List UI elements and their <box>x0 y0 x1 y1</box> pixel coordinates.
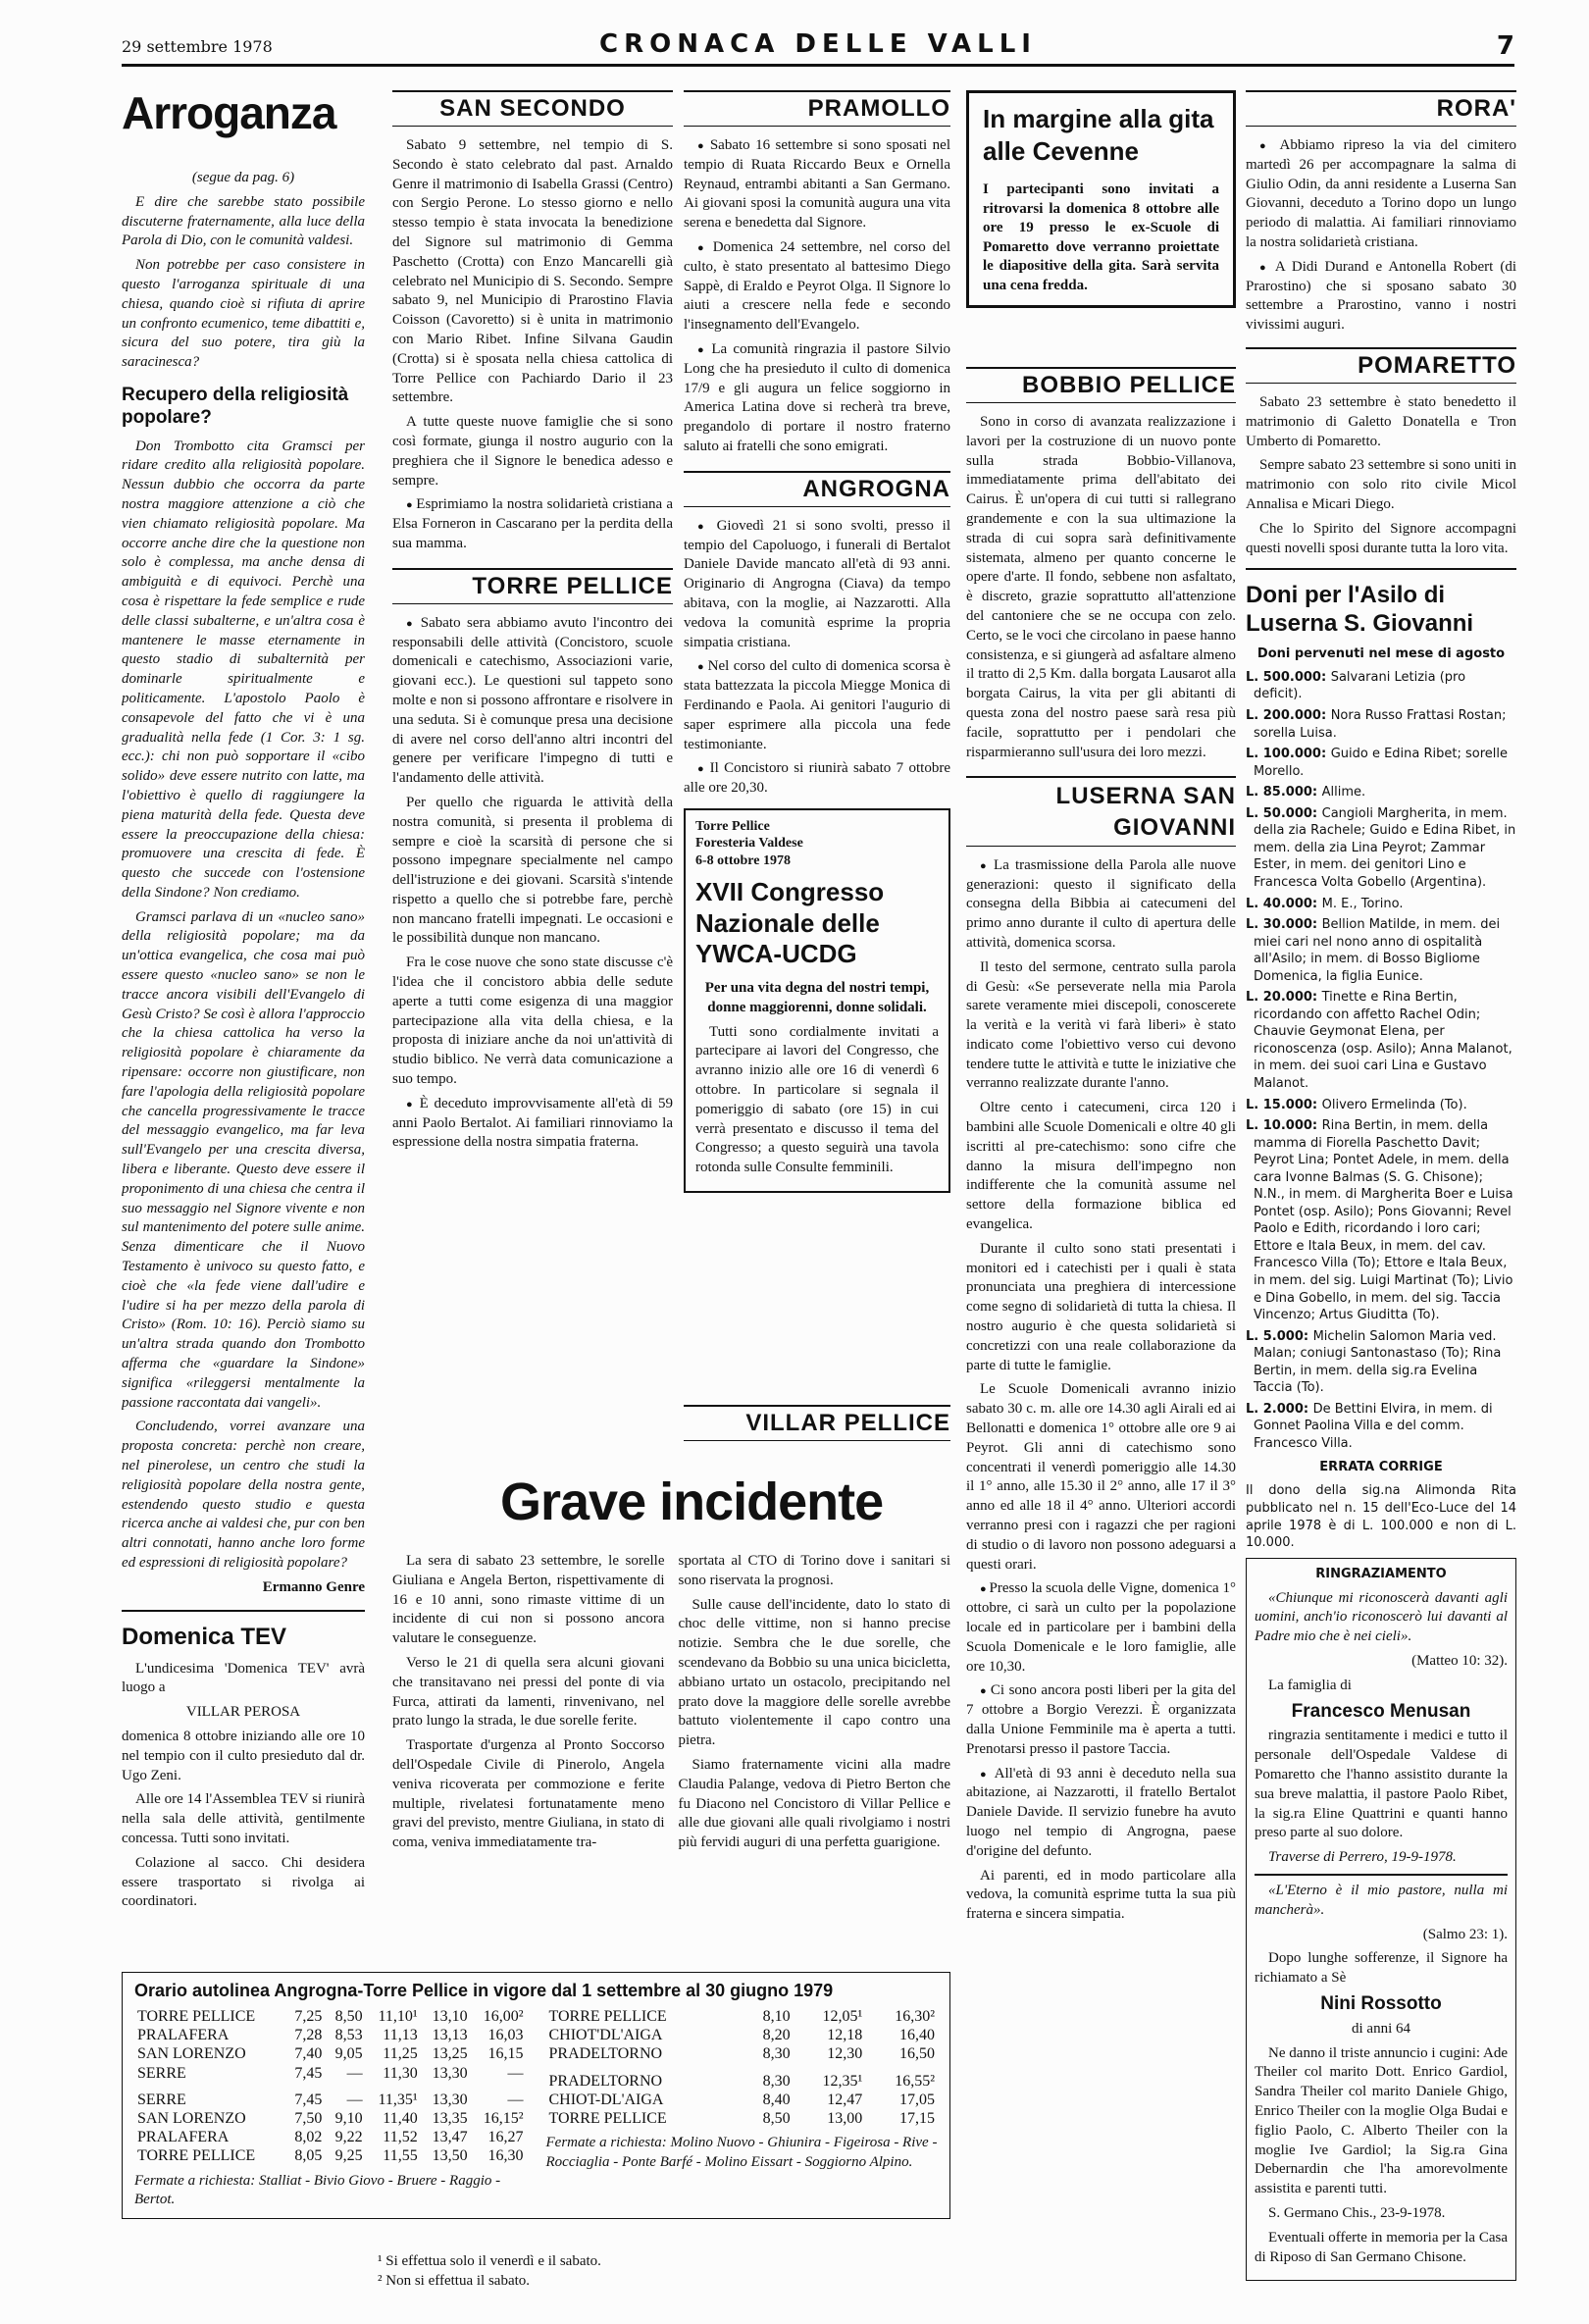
bobbio-heading: BOBBIO PELLICE <box>966 367 1236 403</box>
timetable-time: 11,35¹ <box>378 2091 418 2108</box>
bus-timetable <box>122 1972 950 2219</box>
pramollo-paragraph: ● La comunità ringrazia il pastore Silvio Long che ha presieduto il culto di domenica 17/9 e gli augura un felice soggiorno in America Latina dove si recherà tra breve, pregandolo di portare il nostro fraterno saluto ai fratelli che sono emigrati. <box>684 340 950 457</box>
timetable-row <box>134 2007 527 2026</box>
timetable-time: 9,25 <box>334 2147 363 2165</box>
ringraziamento-body: ringrazia sentitamente i medici e tutto il personale dell'Ospedale Valdese di Pomaretto che l'hanno assistito durante la sua breve malattia, il pastore Paolo Ribet, la sig.ra Eline Quattrini e quanti hanno preso parte al suo dolore. <box>1255 1728 1508 1841</box>
donation-entry <box>1246 746 1516 780</box>
donation-entry <box>1246 669 1516 703</box>
article-paragraph: Sulle cause dell'incidente, dato lo stato di choc delle vittime, non si hanno precise notizie. Sembra che le due sorelle, che scendevano da Bobbio su una unica bicicletta, abbiano urtato un ostacolo, precipitando nel prato dove la maggiore delle sorelle avrebbe battuto violentemente il capo contro una pietra. <box>678 1596 950 1749</box>
angrogna-paragraph: ● Giovedì 21 si sono svolti, presso il tempio del Capoluogo, i funerali di Bertalot Daniele Davide mancato all'età di 93 anni. Originario di Angrogna (Ciava) da tempo abitava, con la moglie, ai Nazzarotti. Alla vedova la comunità esprime la propria simpatia cristiana. <box>684 517 950 653</box>
ywca-title: XVII Congresso Nazionale delle YWCA-UCDG <box>695 877 885 968</box>
donation-donors: Nora Russo Frattasi Rostan; sorella Luisa. <box>1254 708 1507 741</box>
donation-amount: L. 40.000: <box>1246 896 1322 911</box>
timetable-row <box>546 2064 939 2072</box>
timetable-stop: PRALAFERA <box>137 2027 230 2044</box>
donation-donors: De Bettini Elvira, in mem. di Gonnet Paolina Villa e del comm. Francesco Villa. <box>1254 1401 1493 1451</box>
timetable-time: 13,13 <box>432 2027 468 2044</box>
pramollo-paragraph: ● Sabato 16 settembre si sono sposati nel tempio di Ruata Riccardo Beux e Ornella Reynaud, entrambi abitanti a San Germano. Ai giovani sposi la comunità augura una vita serena e benedetta dal Signore. <box>684 136 950 233</box>
pramollo-heading: PRAMOLLO <box>684 90 950 127</box>
donation-donors: Bellion Matilde, in mem. dei miei cari nel nono anno di ospitalità all'Asilo; in mem. di Bosso Bigliome Domenica, la figlia Eunice. <box>1254 917 1501 984</box>
pomaretto-paragraph: Sempre sabato 23 settembre si sono uniti in matrimonio con solo rito civile Micol Annalisa e Micari Diego. <box>1246 457 1516 512</box>
timetable-time: 13,47 <box>432 2129 468 2146</box>
donation-donors: Rina Bertin, in mem. della mamma di Fiorella Paschetto Davit; Peyrot Lina; Pontet Adele, in mem. della cara Ivonne Balmas (S. G. Chisone); N.N., in mem. di Margherita Boer e Luisa Pontet (osp. Asilo); Pons Giovanni; Revel Paolo e Edith, ricordando i loro cari; Ettore e Itala Beux, in mem. del cav. Francesco Villa (To); Ettore e Itala Beux, in mem. del sig. Luigi Martinat (To); Livio e Dina Gobello, in mem. del sig. Taccia Vincenzo; Artus Giuditta (To). <box>1254 1118 1513 1323</box>
ringraziamento-place: Traverse di Perrero, 19-9-1978. <box>1268 1849 1457 1866</box>
article-column <box>392 1552 665 1858</box>
timetable-time: 11,52 <box>383 2129 418 2146</box>
timetable-time: 12,30 <box>827 2045 863 2063</box>
nini-note: Eventuali offerte in memoria per la Casa di Riposo di San Germano Chisone. <box>1255 2229 1508 2265</box>
timetable-time: 16,03 <box>487 2027 524 2044</box>
ringraziamento-name: Francesco Menusan <box>1291 1700 1471 1722</box>
errata-heading: ERRATA CORRIGE <box>1319 1460 1443 1475</box>
ywca-congress-box <box>684 808 950 1193</box>
timetable-stop: TORRE PELLICE <box>548 2109 667 2127</box>
donation-amount: L. 500.000: <box>1246 669 1331 685</box>
timetable-row <box>546 2026 939 2044</box>
article-paragraph: La sera di sabato 23 settembre, le sorelle Giuliana e Angela Berton, rispettivamente di 16 e 10 anni, sono rimaste vittime di un incidente di cui non si possono ancora valutare le conseguenze. <box>392 1553 665 1647</box>
timetable-stop: PRALAFERA <box>137 2129 230 2146</box>
tev-paragraph: domenica 8 ottobre iniziando alle ore 10 nel tempio con il culto presieduto dal dr. Ugo Zeni. <box>122 1728 365 1783</box>
page-number: 7 <box>1496 31 1514 61</box>
column-4 <box>966 90 1236 2317</box>
tev-title: Domenica TEV <box>122 1623 287 1650</box>
timetable-title: Orario autolinea Angrogna-Torre Pellice in vigore dal 1 settembre al 30 giugno 1979 <box>134 1981 834 2000</box>
article-column <box>679 1552 951 1858</box>
grave-incidente-headline: Grave incidente <box>500 1472 884 1531</box>
donation-amount: L. 20.000: <box>1246 990 1322 1006</box>
timetable-time: 8,53 <box>334 2027 363 2044</box>
angrogna-paragraph: ● Il Concistoro si riunirà sabato 7 ottobre alle ore 20,30. <box>684 759 950 799</box>
timetable-time: 11,13 <box>383 2027 418 2044</box>
tev-paragraph: Colazione al sacco. Chi desidera essere trasportato si rivolga ai coordinatori. <box>122 1854 365 1910</box>
pomaretto-paragraph: Che lo Spirito del Signore accompagni questi novelli sposi durante tutta la loro vita. <box>1246 520 1516 556</box>
ringraziamento-family: La famiglia di <box>1268 1677 1352 1693</box>
arroganza-continuation: (segue da pag. 6) <box>191 170 295 185</box>
timetable-time: 8,40 <box>762 2091 791 2108</box>
luserna-paragraph: ● Presso la scuola delle Vigne, domenica 1° ottobre, ci sarà un culto per la popolazione locale ed in particolare per i bambini della Scuola Domenicale e le loro famiglie, alle ore 10,30. <box>966 1579 1236 1677</box>
grave-incidente-article <box>392 1472 950 1858</box>
footnote: ¹ Si effettua solo il venerdì e il sabato. <box>378 2253 601 2269</box>
timetable-time: 16,30 <box>487 2147 524 2165</box>
luserna-paragraph: Le Scuole Domenicali avranno inizio sabato 30 c. m. alle ore 14.30 agli Airali ed ai Bellonatti e domenica 1° ottobre alle ore 9 ai Peyrot. Gli anni di catechismo sono concentrati il venerdì pomeriggio alle 14.30 il 1° anno, alle 15.30 il 2° anno, alle 17 il 3° anno ed alle 18 il 4° anno. Ulteriori accordi verranno presi con i ragazzi che per ragioni di studio o di lavoro non possono adeguarsi a questi orari. <box>966 1381 1236 1573</box>
pramollo-paragraph: ● Domenica 24 settembre, nel corso del culto, è stato presentato al battesimo Diego Sappè, di Eraldo e Peyrot Olga. Il Signore lo aiuti a crescere nella fede e secondo l'insegnamento dell'Evangelo. <box>684 238 950 336</box>
nini-place: S. Germano Chis., 23-9-1978. <box>1268 2204 1446 2221</box>
timetable-time: 8,30 <box>762 2045 791 2063</box>
donation-amount: L. 5.000: <box>1246 1328 1313 1344</box>
timetable-time: 13,50 <box>432 2147 468 2165</box>
donation-amount: L. 50.000: <box>1246 805 1322 821</box>
arroganza-paragraph: Non potrebbe per caso consistere in questo l'arroganza spirituale di una chiesa, quando cioè si rifiuta di aprire un confronto ecumenico, teme dibattiti e, sicura del suo potere, tira giù la saracinesca? <box>122 257 365 371</box>
tev-paragraph: L'undicesima 'Domenica TEV' avrà luogo a <box>122 1660 365 1696</box>
luserna-paragraph: ● La trasmissione della Parola alle nuove generazioni: questo il significato della consegna della Bibbia ai catecumeni del primo anno durante il culto di apertura delle attività, domenica scorsa. <box>966 856 1236 954</box>
timetable-time: — <box>507 2064 524 2082</box>
ringraziamento-ref: (Matteo 10: 32). <box>1411 1653 1508 1670</box>
nini-age: di anni 64 <box>1352 2020 1410 2037</box>
arroganza-title: Arroganza <box>122 90 336 138</box>
ywca-dates: 6-8 ottobre 1978 <box>695 852 791 868</box>
timetable-time: 16,27 <box>487 2129 524 2146</box>
donation-entry <box>1246 989 1516 1092</box>
errata-text: Il dono della sig.na Alimonda Rita pubblicato nel n. 15 dell'Eco-Luce del 14 aprile 1978 è di L. 100.000 e non di L. 10.000. <box>1246 1483 1516 1551</box>
timetable-time: 11,55 <box>383 2147 418 2165</box>
timetable-time: 9,05 <box>334 2045 363 2063</box>
timetable-time: 7,45 <box>294 2064 323 2082</box>
donation-donors: M. E., Torino. <box>1321 896 1404 911</box>
torre-pellice-paragraph: Fra le cose nuove che sono state discusse c'è l'idea che il concistoro abbia delle sedute aperte a tutti come esigenza di una maggior partecipazione alla vita della chiesa, e la proposta di iniziare anche da noi un'attività di studio biblico. Ne verrà data comunicazione a suo tempo. <box>392 955 673 1088</box>
timetable-time: 16,50 <box>899 2045 935 2063</box>
donation-donors: Salvarani Letizia (pro deficit). <box>1254 669 1466 702</box>
donation-amount: L. 15.000: <box>1246 1097 1322 1112</box>
donation-entry <box>1246 784 1516 801</box>
cevenne-body: I partecipanti sono invitati a ritrovarsi la domenica 8 ottobre alle ore 19 presso le ex-Scuole di Pomaretto dove verranno proiettate le diapositive della gita. Sarà servita una cena fredda. <box>983 181 1219 293</box>
luserna-heading: LUSERNA SAN GIOVANNI <box>966 776 1236 846</box>
donation-entry <box>1246 707 1516 742</box>
nini-ref: (Salmo 23: 1). <box>1422 1926 1508 1942</box>
rora-heading: RORA' <box>1246 90 1516 127</box>
timetable-row <box>134 2044 527 2063</box>
donation-donors: Guido e Edina Ribet; sorelle Morello. <box>1254 747 1509 779</box>
timetable-time: 8,50 <box>334 2008 363 2025</box>
timetable-time: — <box>346 2091 363 2108</box>
timetable-stop: PRADELTORNO <box>548 2072 663 2090</box>
tev-paragraph: Alle ore 14 l'Assemblea TEV si riunirà nella sala delle attività, gentilmente concessa. Tutti sono invitati. <box>122 1791 365 1846</box>
san-secondo-paragraph: A tutte queste nuove famiglie che si sono così formate, giunga il nostro augurio con la preghiera che il Signore le benedica adesso e sempre. <box>392 414 673 489</box>
timetable-time: 7,50 <box>294 2109 323 2127</box>
column-5 <box>1246 90 1516 2317</box>
timetable-time: 17,05 <box>899 2091 935 2108</box>
timetable-stop: TORRE PELLICE <box>137 2008 256 2025</box>
divider <box>1246 568 1516 570</box>
pomaretto-paragraph: Sabato 23 settembre è stato benedetto il matrimonio di Galetto Donatella e Tron Umberto di Pomaretto. <box>1246 393 1516 449</box>
torre-pellice-heading: TORRE PELLICE <box>392 568 673 604</box>
timetable-time: 13,35 <box>432 2109 468 2127</box>
divider <box>1255 1874 1508 1876</box>
luserna-paragraph: Ai parenti, ed in modo particolare alla vedova, la comunità esprime tutta la sua più fraterna e sincera simpatia. <box>966 1867 1236 1923</box>
angrogna-paragraph: ● Nel corso del culto di domenica scorsa è stata battezzata la piccola Miegge Monica di Ferdinando e Paola. Ai genitori l'augurio di saper esprimere alla piccola una fede testimoniante. <box>684 657 950 754</box>
ywca-location: Torre Pellice <box>695 818 770 834</box>
ringraziamento-box <box>1246 1558 1516 2282</box>
timetable-time: — <box>507 2091 524 2108</box>
timetable-time: 12,47 <box>827 2091 863 2108</box>
donation-amount: L. 2.000: <box>1246 1401 1313 1417</box>
torre-pellice-paragraph: Per quello che riguarda le attività della nostra comunità, si presenta il problema di sempre e cioè la scarsità di persone che si possono impegnare specialmente nel campo dell'istruzione e dei giovani. Scarsità s'intende rispetto a quello che si potrebbe fare, perchè non mancano fratelli impegnati. Le occasioni e le possibilità dunque non mancano. <box>392 794 673 947</box>
timetable-stop: PRADELTORNO <box>548 2045 663 2063</box>
nini-intro: Dopo lunghe sofferenze, il Signore ha richiamato a Sè <box>1255 1950 1508 1987</box>
san-secondo-paragraph: ● Esprimiamo la nostra solidarietà cristiana a Elsa Forneron in Cascarano per la perdita della sua mamma. <box>392 495 673 553</box>
donation-amount: L. 30.000: <box>1246 917 1322 933</box>
donation-donors: Cangioli Margherita, in mem. della zia Rachele; Guido e Edina Ribet, in mem. della zia Lina Peyrot; Zammar Ester, in mem. dei genitori Lino e Francesca Volta Gobello (Argentina). <box>1254 805 1516 890</box>
timetable-time: — <box>346 2064 363 2082</box>
torre-pellice-paragraph: ● Sabato sera abbiamo avuto l'incontro dei responsabili delle attività (Concistoro, scuole domenicali e catechismo, Associazioni varie, giovani ecc.). Le questioni sul tappeto sono molte e non si possono affrontare e risolvere in una seduta. Si è comunque presa una decisione di avere nel corso dell'anno altri incontri del genere per verificare l'impegno di tutti e l'andamento delle attività. <box>392 614 673 789</box>
bobbio-paragraph: Sono in corso di avanzata realizzazione i lavori per la costruzione di un nuovo ponte sulla strada Bobbio-Villanova, immediatamente prima dell'abitato dei Cairus. È un'opera di cui tutti si rallegrano grandemente e con la sua ultimazione la strada di cui sopra sarà definitivamente sistemata, almeno per quanto concerne le opere d'arte. Il fondo, sebbene non asfaltato, è discreto, grazie soprattutto all'attenzione del cantoniere che se ne occupa con zelo. Certo, se le voci che circolano in paese hanno consistenza, e si giungerà ad asfaltare almeno il tratto di 2,5 Km. dalla borgata Lausarot alla borgata Cairus, la vita per gli abitanti di questa zona del nostro paese sarà resa più facile, soprattutto per i pendolari che risparmieranno sull'usura dei loro mezzi. <box>966 414 1236 760</box>
cevenne-title: In margine alla gita alle Cevenne <box>983 104 1214 166</box>
donation-entry <box>1246 805 1516 892</box>
timetable-time: 11,40 <box>383 2109 418 2127</box>
torre-pellice-paragraph: ● È deceduto improvvisamente all'età di 59 anni Paolo Bertalot. Ai familiari rinnoviamo la espressione della nostra simpatia fraterna. <box>392 1095 673 1153</box>
timetable-time: 11,25 <box>383 2045 418 2063</box>
timetable-time: 13,30 <box>432 2091 468 2108</box>
donation-amount: L. 100.000: <box>1246 747 1331 762</box>
luserna-paragraph: ● All'età di 93 anni è deceduto nella sua abitazione, ai Nazzarotti, il fratello Bertalot Daniele Davide. Il servizio funebre ha avuto luogo nel tempio di Angrogna, paese d'origine del defunto. <box>966 1765 1236 1862</box>
timetable-stop: SERRE <box>137 2064 186 2082</box>
timetable-time: 13,10 <box>432 2008 468 2025</box>
tev-place: VILLAR PEROSA <box>185 1704 301 1721</box>
timetable-left <box>134 2007 527 2210</box>
timetable-time: 16,30² <box>895 2008 935 2025</box>
timetable-time: 16,55² <box>895 2072 935 2090</box>
timetable-time: 8,05 <box>294 2147 323 2165</box>
timetable-stop: SAN LORENZO <box>137 2109 246 2127</box>
timetable-time: 8,50 <box>762 2109 791 2127</box>
timetable-stop: CHIOT'DL'AIGA <box>548 2027 663 2044</box>
timetable-stop: TORRE PELLICE <box>137 2147 256 2165</box>
timetable-row <box>134 2109 527 2128</box>
donation-donors: Allime. <box>1321 785 1366 800</box>
masthead <box>122 29 1514 67</box>
doni-list <box>1246 669 1516 1453</box>
nini-verse: «L'Eterno è il mio pastore, nulla mi mancherà». <box>1255 1883 1508 1918</box>
luserna-paragraph: Il testo del sermone, centrato sulla parola di Gesù: «Se perseverate nella mia Parola sarete veramente miei discepoli, conoscerete la verità e la verità vi farà liberi» è stato indicato come l'obiettivo verso cui devono tendere tutte le attività e tutte le iniziative che verranno realizzate durante l'anno. <box>966 958 1236 1092</box>
donation-entry <box>1246 896 1516 913</box>
timetable-time: 16,40 <box>899 2027 935 2044</box>
timetable-row <box>134 2091 527 2109</box>
timetable-time: 13,30 <box>432 2064 468 2082</box>
timetable-row <box>546 2007 939 2026</box>
column-2 <box>392 90 673 1464</box>
timetable-time: 8,02 <box>294 2129 323 2146</box>
ringraziamento-verse: «Chiunque mi riconoscerà davanti agli uomini, anch'io riconoscerò lui davanti al Padre mio che è nei cieli». <box>1255 1589 1508 1645</box>
timetable-stop: SERRE <box>137 2091 186 2108</box>
timetable-time: 17,15 <box>899 2109 935 2127</box>
arroganza-subhead: Recupero della religiosità popolare? <box>122 384 349 428</box>
timetable-stop: CHIOT-DL'AIGA <box>548 2091 664 2108</box>
timetable-time: 12,18 <box>827 2027 863 2044</box>
article-paragraph: sportata al CTO di Torino dove i sanitari si sono riservata la prognosi. <box>678 1553 950 1588</box>
donation-entry <box>1246 1117 1516 1324</box>
timetable-row <box>546 2044 939 2063</box>
donation-amount: L. 200.000: <box>1246 708 1331 724</box>
timetable-time: 16,15² <box>483 2109 524 2127</box>
timetable-row <box>134 2128 527 2146</box>
timetable-time: 7,40 <box>294 2045 323 2063</box>
timetable-row <box>134 2026 527 2044</box>
timetable-row <box>134 2083 527 2091</box>
timetable-row <box>134 2064 527 2083</box>
timetable-time: 12,05¹ <box>822 2008 863 2025</box>
rora-paragraph: ● A Didi Durand e Antonella Robert (di Prarostino) che si sposano sabato 30 settembre a Prarostino, vanno i nostri vivissimi auguri. <box>1246 258 1516 336</box>
timetable-time: 7,25 <box>294 2008 323 2025</box>
footnote: ² Non si effettua il sabato. <box>378 2273 531 2290</box>
column-1 <box>122 90 365 1917</box>
timetable-row <box>546 2091 939 2109</box>
arroganza-paragraph: Gramsci parlava di un «nucleo sano» della religiosità popolare; ma da un'ottica evangelica, che cosa mai può essere questo «nucleo sano» se non le tracce ancora visibili dell'Evangelo di Gesù Cristo? Se così è allora l'approccio che la chiesa cattolica ha verso la religiosità popolare è chiaramente da ripensare: occorre non giustificare, non fare l'apologia della religiosità popolare che cancella progressivamente le tracce del messaggio evangelico, ma far leva sull'Evangelo per una crescita diversa, libera e liberante. Questo deve essere il proponimento di una chiesa che centra il suo messaggio nel Signore vivente e non sul mantenimento del potere sulle anime. Senza dimenticare che il Nuovo Testamento è univoco su questo fatto, e cioè che «la fede viene dall'udire e l'udire si ha per mezzo della parola di Cristo» (Rom. 10: 16). Perciò siamo su un'altra strada quando don Trombotto afferma che «guardare la Sindone» significa «rileggersi mentalmente la passione raccontata dai vangeli». <box>122 908 365 1411</box>
arroganza-paragraph: E dire che sarebbe stato possibile discuterne fraternamente, alla luce della Parola di Dio, con le comunità valdesi. <box>122 193 365 249</box>
divider <box>122 1610 365 1612</box>
timetable-time: 16,00² <box>483 2008 524 2025</box>
doni-subtitle: Doni pervenuti nel mese di agosto <box>1256 646 1506 661</box>
luserna-paragraph: ● Ci sono ancora posti liberi per la gita del 7 ottobre a Borgio Verezzi. È organizzata dalla Unione Femminile ma è aperta a tutti. Prenotarsi presso il pastore Taccia. <box>966 1681 1236 1759</box>
ywca-subtitle: Per una vita degna del nostri tempi, donne maggiorenni, donne solidali. <box>704 979 930 1015</box>
nini-name: Nini Rossotto <box>1320 1992 1442 2014</box>
timetable-footnotes <box>378 2251 601 2292</box>
column-3 <box>684 90 950 1464</box>
san-secondo-paragraph: Sabato 9 settembre, nel tempio di S. Secondo è stato celebrato dal past. Arnaldo Genre il matrimonio di Isabella Grassi (Centro) con Sergio Perone. Lo stesso giorno e nello stesso tempio è stata invocata la benedizione del Signore sul matrimonio di Gemma Paschetto (Crotta) con Enzo Mancarelli già celebrato nel Municipio di S. Secondo. Sempre sabato 9, nel Municipio di Prarostino Flavia Coisson (Cavoretto) si è unita in matrimonio con Mario Ribet. Infine Silvana Gaudin (Crotta) si è sposata nella chiesa cattolica di Torre Pellice con Pachiardo Dario il 23 settembre. <box>392 137 673 406</box>
timetable-note: Fermate a richiesta: Molino Nuovo - Ghiunira - Figeirosa - Rive - Rocciaglia - Ponte Barfé - Molino Eissart - Soggiorno Alpino. <box>545 2135 938 2170</box>
timetable-note: Fermate a richiesta: Stalliat - Bivio Giovo - Bruere - Raggio - Bertot. <box>134 2172 501 2207</box>
arroganza-paragraph: Don Trombotto cita Gramsci per ridare credito alla religiosità popolare. Nessun dubbio che occorra da parte nostra maggiore attenzione a ciò che vien chiamato religiosità popolare. Ma occorre anche dire che la questione non solo è complessa, ma anche densa di ambiguità e di equivoci. Perchè una cosa è rispettare la fede semplice e rude delle classi subalterne, e un'altra cosa è mantenere le masse eternamente in questo stadio di subalternità per dominarle spiritualmente e politicamente. L'apostolo Paolo è consapevole del fatto che vi è una gradualità nella fede (1 Cor. 3: 1 sg. ecc.): chi non può sopportare il «cibo solido» deve essere nutrito con latte, ma l'obiettivo è quello di raggiungere la piena maturità della fede. Questa deve essere la preoccupazione della chiesa: promuovere una crescita di fede. È questo che succede con l'ostensione della Sindone? Non crediamo. <box>122 438 365 901</box>
paper-section-name: CRONACA DELLE VALLI <box>599 29 1037 59</box>
article-paragraph: Verso le 21 di quella sera alcuni giovani che transitavano nei pressi del ponte di via Furca, attirati da lamenti, rinvenivano, nel prato lungo la strada, le due sorelle ferite. <box>392 1654 665 1730</box>
timetable-row <box>546 2109 939 2128</box>
donation-amount: L. 10.000: <box>1246 1118 1322 1134</box>
timetable-stop: TORRE PELLICE <box>548 2008 667 2025</box>
issue-date: 29 settembre 1978 <box>122 37 273 56</box>
timetable-table <box>134 2007 527 2166</box>
article-paragraph: Trasportate d'urgenza al Pronto Soccorso dell'Ospedale Civile di Pinerolo, Angela veniva ricoverata per commozione e ferite multiple, rivelatesi fortunatamente meno gravi del previsto, mentre Giuliana, in stato di coma, veniva immediatamente tra- <box>392 1737 665 1851</box>
timetable-time: 11,10¹ <box>378 2008 418 2025</box>
rora-paragraph: ● Abbiamo ripreso la via del cimitero martedì 26 per accompagnare la salma di Giulio Odin, da anni residente a Luserna San Giovanni, deceduto a Torino dopo un lungo periodo di malattia. Ai familiari rinnoviamo la nostra solidarietà cristiana. <box>1246 136 1516 253</box>
angrogna-heading: ANGROGNA <box>684 471 950 507</box>
timetable-time: 8,30 <box>762 2072 791 2090</box>
ywca-paragraph: Tutti sono cordialmente invitati a partecipare ai lavori del Congresso, che avranno inizio alle ore 16 di venerdì 6 ottobre. In particolare si segnala il pomeriggio di sabato (ore 15) in cui verrà presentato e discusso il tema del Congresso; a questo seguirà una tavola rotonda sulle Consulte femminili. <box>695 1023 939 1176</box>
article-paragraph: Siamo fraternamente vicini alla madre Claudia Palange, vedova di Pietro Berton che fu Diacono nel Concistoro di Villar Pellice e alle due giovani alle quali rivolgiamo i nostri più fervidi auguri di una perfetta guarigione. <box>678 1756 950 1851</box>
cevenne-box <box>966 90 1236 308</box>
luserna-paragraph: Oltre cento i catecumeni, circa 120 i bambini alle Scuole Domenicali e oltre 40 gli iscritti al pre-catechismo: sono cifre che danno la misura dell'impegno non indifferente che la comunità assume nel settore della formazione biblica ed evangelica. <box>966 1100 1236 1233</box>
timetable-table <box>546 2007 939 2128</box>
ywca-venue: Foresteria Valdese <box>695 836 803 852</box>
donation-donors: Olivero Ermelinda (To). <box>1321 1097 1467 1112</box>
doni-title: Doni per l'Asilo di Luserna S. Giovanni <box>1246 582 1474 638</box>
san-secondo-heading: SAN SECONDO <box>392 90 673 127</box>
timetable-stop: SAN LORENZO <box>137 2045 246 2063</box>
timetable-time: 9,22 <box>334 2129 363 2146</box>
donation-donors: Tinette e Rina Bertin, ricordando con affetto Rachel Odin; Chauvie Geymonat Elena, per riconoscenza (osp. Asilo); Anna Malanot, in mem. dei suoi cari Lina e Gustavo Malanot. <box>1254 990 1512 1091</box>
arroganza-paragraph: Concludendo, vorrei avanzare una proposta concreta: perchè non creare, nel pinerolese, un centro che studi la religiosità popolare della nostra gente, estendendo questo studio e questa ricerca anche ai valdesi che, pur con ben altri connotati, hanno anche loro forme ed espressioni di religiosità popolare? <box>122 1419 365 1571</box>
donation-entry <box>1246 916 1516 985</box>
donation-entry <box>1246 1401 1516 1453</box>
villar-pellice-heading: VILLAR PELLICE <box>684 1405 950 1441</box>
timetable-time: 11,30 <box>383 2064 418 2082</box>
timetable-time: 9,10 <box>334 2109 363 2127</box>
timetable-time: 8,10 <box>762 2008 791 2025</box>
luserna-paragraph: Durante il culto sono stati presentati i monitori ed i catechisti per i quali è stata pronunciata una preghiera di intercessione come segno di solidarietà di tutta la chiesa. Il nostro augurio è che questa solidarietà si concretizzi con una reale collaborazione da parte di tutte le famiglie. <box>966 1240 1236 1373</box>
timetable-time: 12,35¹ <box>822 2072 863 2090</box>
donation-amount: L. 85.000: <box>1246 785 1322 800</box>
ringraziamento-heading: RINGRAZIAMENTO <box>1315 1566 1447 1581</box>
donation-entry <box>1246 1328 1516 1397</box>
timetable-right <box>546 2007 939 2210</box>
timetable-time: 13,00 <box>827 2109 863 2127</box>
donation-donors: Michelin Salomon Maria ved. Malan; coniugi Santonastaso (To); Rina Bertin, in mem. della sig.ra Evelina Taccia (To). <box>1254 1328 1502 1396</box>
timetable-time: 7,45 <box>294 2091 323 2108</box>
timetable-time: 7,28 <box>294 2027 323 2044</box>
timetable-time: 8,20 <box>762 2027 791 2044</box>
timetable-time: 16,15 <box>487 2045 524 2063</box>
nini-body: Ne danno il triste annuncio i cugini: Ade Theiler col marito Dott. Enrico Gardiol, Sandra Theiler col marito Daniele Ghigo, Enrico Theiler con la moglie Olga Budai e figlio Paolo, C. Alberto Theiler con la moglie Ive Gardiol; la Sig.ra Gina Debernardin che l'ha amorevolmente assistita e parenti tutti. <box>1255 2044 1508 2197</box>
timetable-time: 13,25 <box>432 2045 468 2063</box>
timetable-row <box>546 2072 939 2091</box>
arroganza-author: Ermanno Genre <box>262 1578 365 1595</box>
timetable-row <box>134 2146 527 2165</box>
donation-entry <box>1246 1097 1516 1114</box>
pomaretto-heading: POMARETTO <box>1246 347 1516 384</box>
